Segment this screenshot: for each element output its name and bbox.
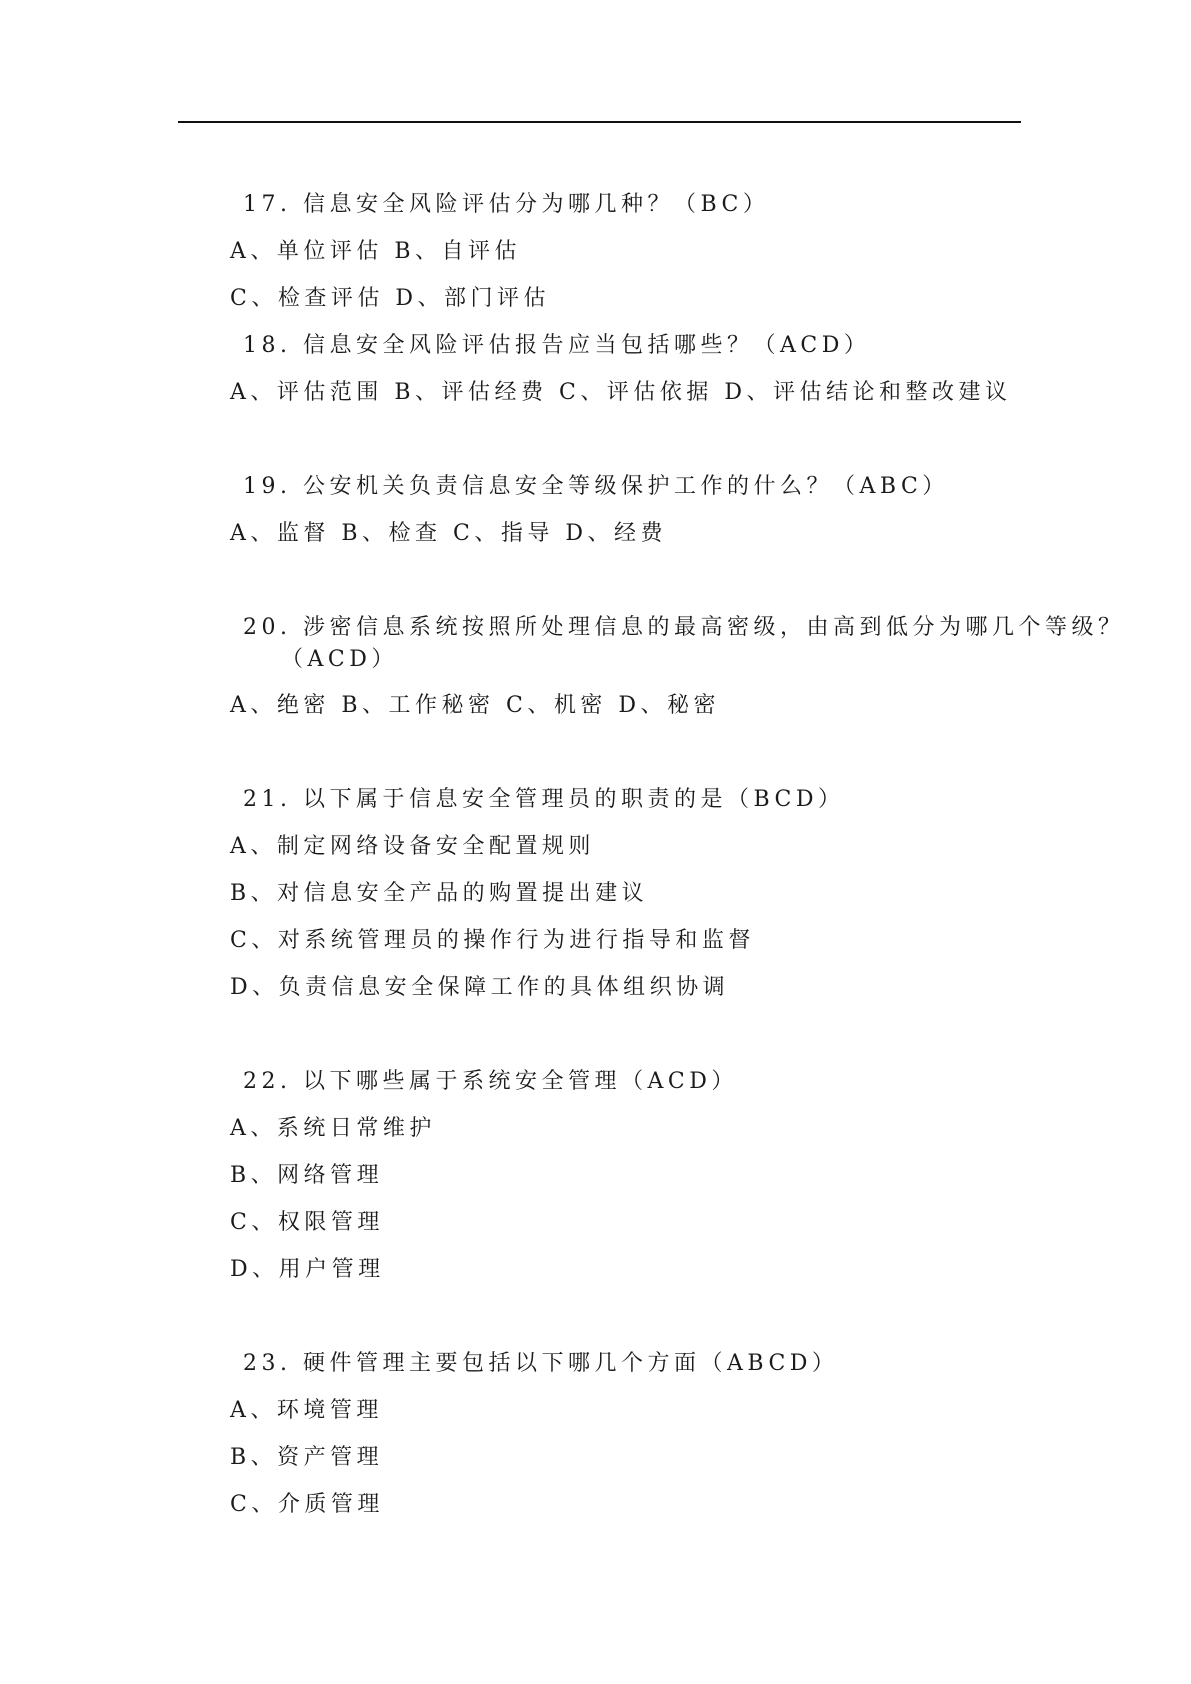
question-20: 20. 涉密信息系统按照所处理信息的最高密级，由高到低分为哪几个等级？	[243, 615, 1125, 640]
question-18: 18. 信息安全风险评估报告应当包括哪些？（ACD）	[243, 333, 871, 358]
question-19-options: A、监督 B、检查 C、指导 D、经费	[230, 521, 668, 546]
question-23-option-a: A、环境管理	[230, 1398, 383, 1423]
question-21-option-c: C、对系统管理员的操作行为进行指导和监督	[230, 928, 755, 953]
question-22-option-d: D、用户管理	[230, 1257, 385, 1282]
question-21: 21. 以下属于信息安全管理员的职责的是（BCD）	[243, 787, 845, 812]
question-22-option-a: A、系统日常维护	[230, 1116, 436, 1141]
question-20-options: A、绝密 B、工作秘密 C、机密 D、秘密	[230, 693, 721, 718]
header-rule	[178, 121, 1021, 123]
question-17-options-cd: C、检查评估 D、部门评估	[230, 286, 550, 311]
question-22-option-b: B、网络管理	[230, 1163, 384, 1188]
question-23: 23. 硬件管理主要包括以下哪几个方面（ABCD）	[243, 1351, 839, 1376]
question-17: 17. 信息安全风险评估分为哪几种？（BC）	[243, 192, 770, 217]
question-22-option-c: C、权限管理	[230, 1210, 384, 1235]
question-17-options-ab: A、单位评估 B、自评估	[230, 239, 522, 264]
question-23-option-b: B、资产管理	[230, 1445, 384, 1470]
question-22: 22. 以下哪些属于系统安全管理（ACD）	[243, 1069, 738, 1094]
question-21-option-b: B、对信息安全产品的购置提出建议	[230, 881, 649, 906]
question-21-option-d: D、负责信息安全保障工作的具体组织协调	[230, 975, 730, 1000]
question-23-option-c: C、介质管理	[230, 1492, 384, 1517]
question-18-options: A、评估范围 B、评估经费 C、评估依据 D、评估结论和整改建议	[230, 380, 1012, 405]
question-21-option-a: A、制定网络设备安全配置规则	[230, 834, 595, 859]
question-19: 19. 公安机关负责信息安全等级保护工作的什么？（ABC）	[243, 474, 949, 499]
question-20-answer: （ACD）	[281, 647, 398, 672]
